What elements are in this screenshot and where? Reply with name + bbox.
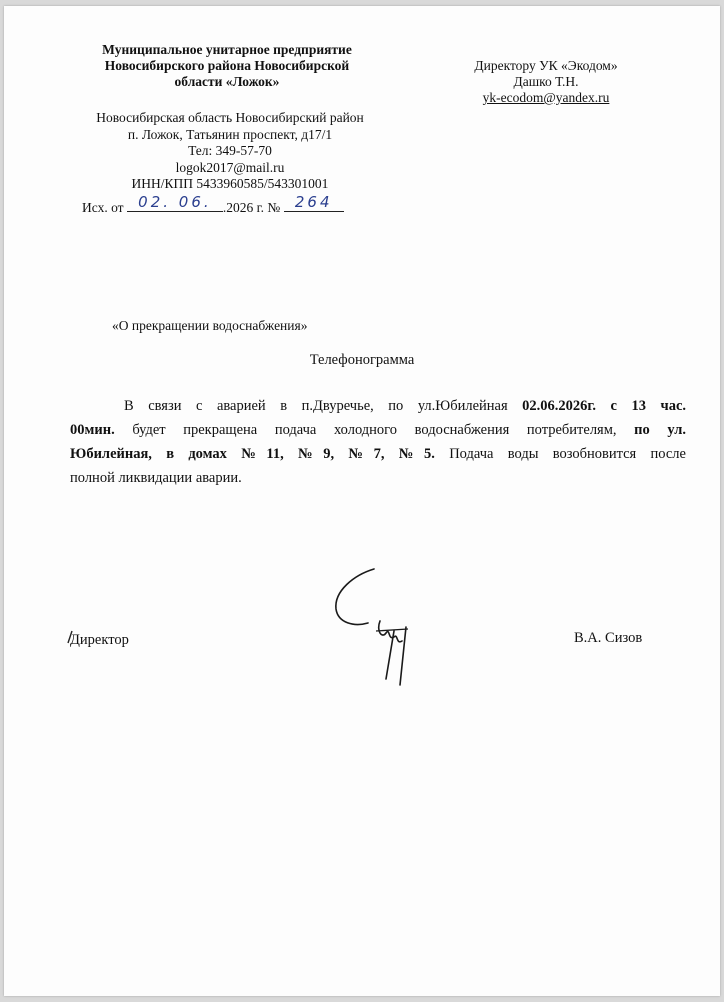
sender-address-block <box>70 110 390 193</box>
sender-phone: Тел: 349-57-70 <box>188 143 272 158</box>
document-subject: «О прекращении водоснабжения» <box>112 318 308 333</box>
body-emphasis: Юбилейная, в домах №11, №9, №7, №5. <box>70 446 435 462</box>
outgoing-date-field <box>127 193 223 212</box>
body-line <box>70 394 686 418</box>
outgoing-prefix: Исх. от <box>82 200 124 215</box>
body-emphasis: 00мин. <box>70 422 115 438</box>
body-text: В связи с аварией в п.Двуречье, по ул.Юбилейная <box>124 398 523 414</box>
recipient-line: Дашко Т.Н. <box>513 74 579 89</box>
outgoing-year-text: .2026 г. № <box>222 200 281 215</box>
body-text: будет прекращена подача холодного водоснабжения потребителям, <box>114 422 635 438</box>
outgoing-number-handwritten: 264 <box>294 193 333 211</box>
body-line <box>70 442 686 466</box>
body-emphasis: по ул. <box>634 422 686 438</box>
sender-address-line: Новосибирская область Новосибирский район <box>96 110 364 125</box>
sender-email: logok2017@mail.ru <box>175 159 285 175</box>
handwritten-signature <box>324 561 434 691</box>
body-line <box>70 466 686 490</box>
sender-org-line: области «Ложок» <box>174 74 280 89</box>
body-text: Подача воды возобновится после <box>434 446 686 462</box>
recipient-email-link[interactable]: yk-ecodom@yandex.ru <box>482 90 610 105</box>
outgoing-reference <box>82 193 344 216</box>
outgoing-date-handwritten: 02. 06. <box>138 193 212 211</box>
sender-address-line: п. Ложок, Татьянин проспект, д17/1 <box>127 126 333 142</box>
signatory-name: В.А. Сизов <box>574 630 643 646</box>
sender-tax-id: ИНН/КПП 5433960585/543301001 <box>131 176 329 191</box>
recipient-line: Директору УК «Экодом» <box>474 58 618 73</box>
document-type-title: Телефонограмма <box>309 352 415 368</box>
sender-org-line: Новосибирского района Новосибирской <box>104 58 350 73</box>
outgoing-number-field <box>284 193 344 212</box>
sender-org-line: Муниципальное унитарное предприятие <box>102 42 352 57</box>
message-body <box>70 394 686 490</box>
document-page <box>4 6 720 996</box>
body-text: полной ликвидации аварии. <box>70 470 242 486</box>
body-line <box>70 418 686 442</box>
recipient-block <box>456 58 636 106</box>
signatory-title: Директор <box>70 632 129 648</box>
sender-organization <box>62 42 392 90</box>
body-emphasis: 02.06.2026г. с 13 час. <box>522 398 687 414</box>
